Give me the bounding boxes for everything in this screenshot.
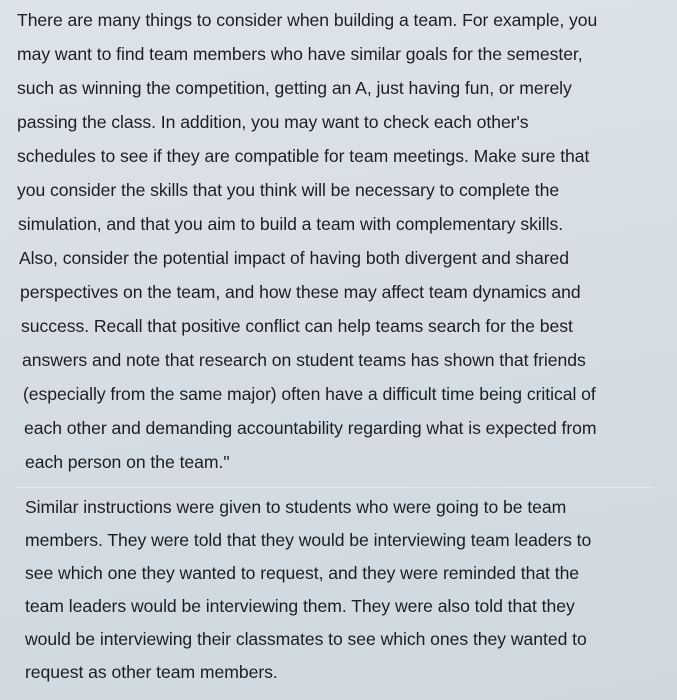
text-line: answers and note that research on student teams has shown that friends: [22, 350, 586, 370]
text-line: such as winning the competition, getting an A, just having fun, or merely: [17, 78, 572, 98]
text-line: each other and demanding accountability regarding what is expected from: [24, 418, 597, 438]
text-line: schedules to see if they are compatible for team meetings. Make sure that: [17, 146, 590, 166]
text-line: success. Recall that positive conflict can help teams search for the best: [21, 316, 573, 336]
text-line: request as other team members.: [25, 662, 278, 682]
text-line: may want to find team members who have similar goals for the semester,: [17, 44, 583, 64]
text-line: Also, consider the potential impact of having both divergent and shared: [19, 248, 570, 268]
text-line: members. They were told that they would be interviewing team leaders to: [25, 530, 592, 550]
text-line: each person on the team.": [25, 452, 230, 472]
text-line: (especially from the same major) often have a difficult time being critical of: [23, 384, 596, 404]
paragraph-divider: [14, 487, 654, 488]
text-line: team leaders would be interviewing them. They were also told that they: [25, 596, 575, 616]
text-line: simulation, and that you aim to build a team with complementary skills.: [18, 214, 564, 234]
text-line: perspectives on the team, and how these may affect team dynamics and: [20, 282, 581, 302]
text-line: passing the class. In addition, you may want to check each other's: [17, 112, 529, 132]
text-line: would be interviewing their classmates to see which ones they wanted to: [25, 629, 587, 649]
text-line: Similar instructions were given to students who were going to be team: [25, 497, 567, 517]
text-line: There are many things to consider when building a team. For example, you: [17, 10, 598, 30]
text-line: see which one they wanted to request, and they were reminded that the: [25, 563, 580, 583]
text-line: you consider the skills that you think will be necessary to complete the: [17, 180, 560, 200]
